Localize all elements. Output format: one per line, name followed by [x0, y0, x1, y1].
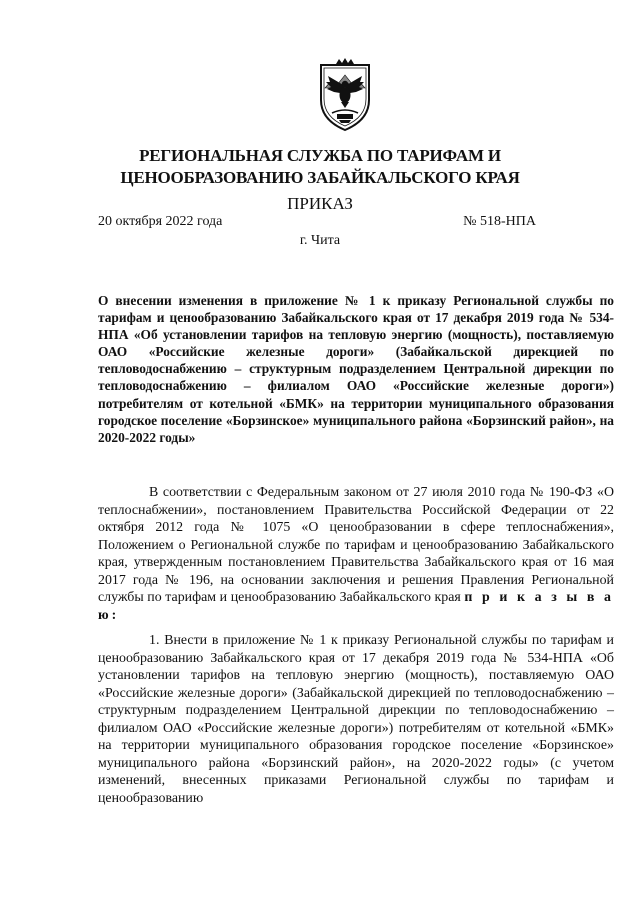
document-date: 20 октября 2022 года: [98, 214, 223, 229]
organization-name-line-2: ЦЕНООБРАЗОВАНИЮ ЗАБАЙКАЛЬСКОГО КРАЯ: [120, 168, 520, 187]
document-subject: О внесении изменения в приложение № 1 к приказу Региональной службы по тарифам и ценообразованию Забайкальского края от 17 декабря 2019 года № 534-НПА «Об установлении тарифов на тепловую энергию (мощность), поставляемую ОАО «Российские железные дороги» (Забайкальской дирекцией по тепловодоснабжению – структурным подразделением Центральной дирекции по тепловодоснабжению – филиалом ОАО «Российские железные дороги») потребителям от котельной «БМК» на территории муниципального образования городское поселение «Борзинское» муниципального района «Борзинский район», на 2020-2022 годы»: [98, 293, 614, 445]
organization-name: [60, 145, 580, 189]
document-number: № 518-НПА: [463, 214, 536, 229]
organization-name-line-1: РЕГИОНАЛЬНАЯ СЛУЖБА ПО ТАРИФАМ И: [139, 146, 501, 165]
preamble-text: В соответствии с Федеральным законом от 27 июля 2010 года № 190-ФЗ «О теплоснабжении», постановлением Правительства Российской Федерации от 22 октября 2012 года № 1075 «О ценообразовании в сфере теплоснабжения», Положением о Региональной службе по тарифам и ценообразованию Забайкальского края, утвержденным постановлением Правительства Забайкальского края от 16 мая 2017 года № 196, на основании заключения и решения Правления Региональной службы по тарифам и ценообразованию Забайкальского края: [98, 485, 614, 605]
coat-of-arms-emblem-icon: [316, 58, 374, 134]
document-type-title: ПРИКАЗ: [287, 194, 353, 213]
document-city: г. Чита: [299, 233, 341, 248]
item-1-paragraph: 1. Внести в приложение № 1 к приказу Региональной службы по тарифам и ценообразованию Забайкальского края от 17 декабря 2019 года № 534-НПА «Об установлении тарифов на тепловую энергию (мощность), поставляемую ОАО «Российские железные дороги» (Забайкальской дирекцией по тепловодоснабжению – структурным подразделением Центральной дирекции по тепловодоснабжению – филиалом ОАО «Российские железные дороги») потребителям от котельной «БМК» на территории муниципального образования городское поселение «Борзинское» муниципального района «Борзинский район», на 2020-2022 годы» (с учетом изменений, внесенных приказами Региональной службы по тарифам и ценообразованию: [98, 633, 614, 806]
decree-word: п р и к а з ы в а ю:: [98, 590, 614, 623]
preamble-paragraph: [98, 484, 614, 624]
